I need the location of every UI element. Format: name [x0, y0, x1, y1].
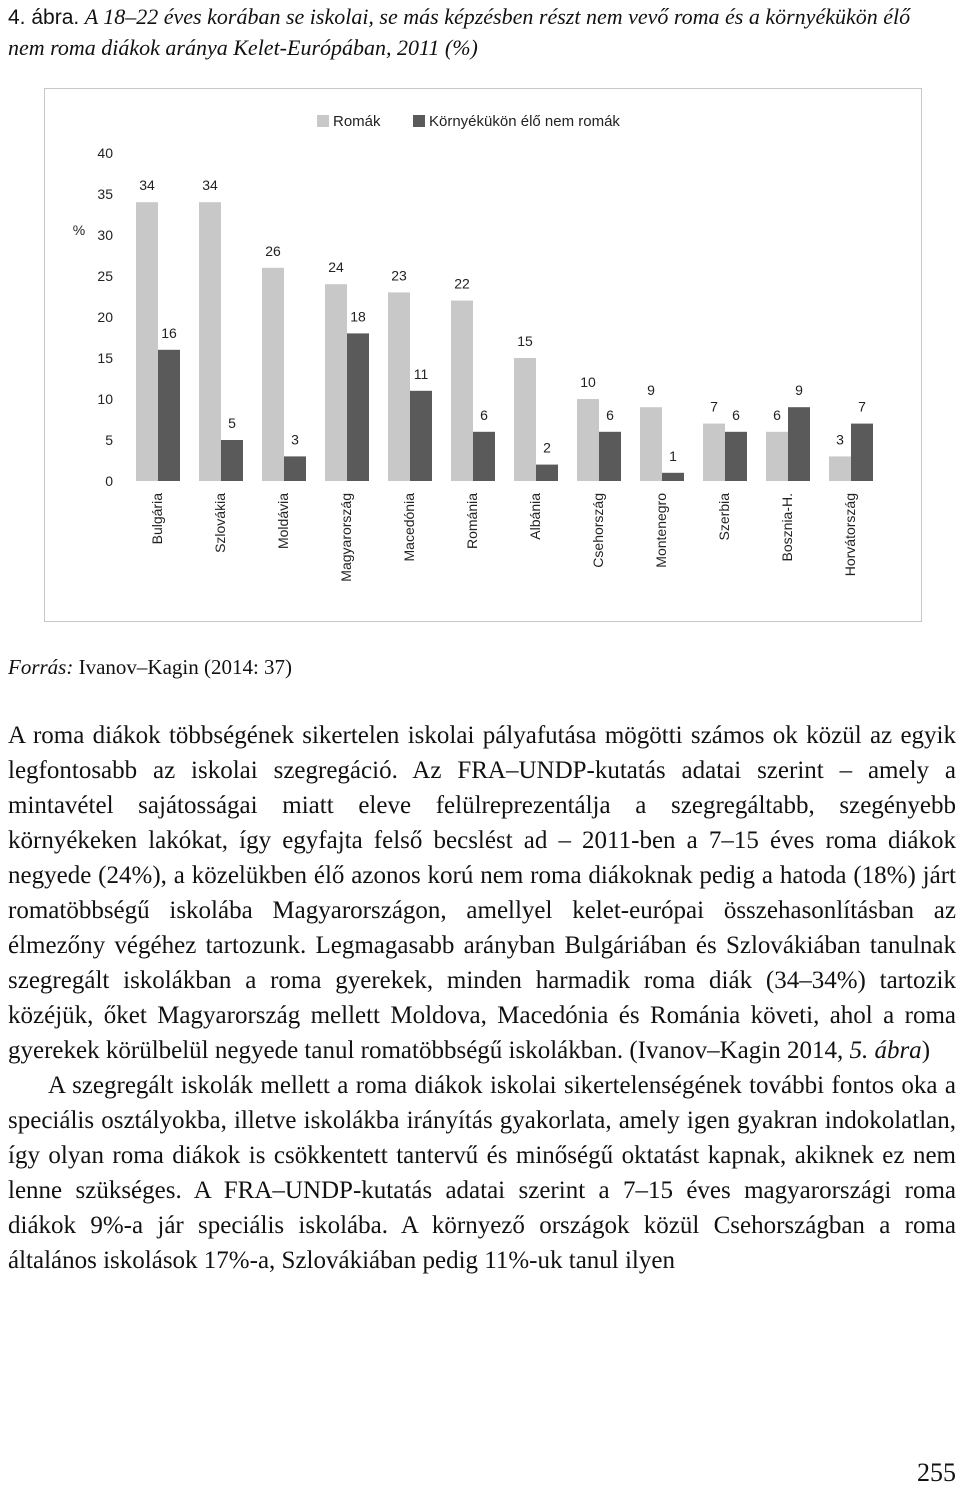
source-label: Forrás:	[8, 655, 74, 679]
data-label: 2	[543, 439, 551, 456]
y-tick-label: 25	[97, 268, 113, 284]
bar-non-roma	[599, 432, 621, 481]
data-label: 22	[454, 275, 470, 292]
paragraph-1	[8, 718, 956, 1068]
category-label: Szlovákia	[212, 493, 228, 553]
chart-svg	[45, 89, 921, 621]
bar-non-roma	[662, 473, 684, 481]
data-label: 18	[350, 308, 366, 325]
figure-number: 4. ábra.	[8, 6, 80, 29]
data-label: 11	[413, 365, 429, 382]
data-label: 10	[580, 374, 596, 390]
body-text	[8, 718, 956, 1278]
data-label: 23	[391, 267, 407, 284]
bar-non-roma	[536, 465, 558, 481]
category-label: Szerbia	[716, 493, 732, 541]
y-tick-label: 5	[105, 432, 113, 448]
data-label: 9	[647, 382, 655, 399]
legend-swatch	[317, 115, 329, 127]
bar-roma	[136, 202, 158, 481]
bar-roma	[388, 292, 410, 481]
y-tick-label: 20	[97, 309, 113, 325]
bar-non-roma	[851, 424, 873, 481]
data-label: 6	[606, 406, 614, 423]
bar-roma	[325, 284, 347, 481]
bar-roma	[640, 407, 662, 481]
data-label: 24	[328, 259, 344, 276]
bar-chart	[44, 88, 922, 622]
data-label: 6	[480, 406, 488, 423]
data-label: 34	[139, 177, 155, 194]
source-text: Ivanov–Kagin (2014: 37)	[73, 655, 293, 679]
data-label: 7	[710, 398, 718, 415]
data-label: 6	[732, 406, 740, 423]
data-label: 16	[161, 324, 177, 341]
bar-non-roma	[788, 407, 810, 481]
figure-caption	[8, 2, 948, 63]
paragraph-2: A szegregált iskolák mellett a roma diákok iskolai sikertelenségének további fontos oka a speciális osztályokba, illetve iskolákba irányítás gyakorlata, amely igen gyakran indokolatlan, így olyan roma diákok is csökkentett tantervű és minőségű oktatást kapnak, akiknek ez nem lenne szükséges. A FRA–UNDP-kutatás adatai szerint a 7–15 éves magyarországi roma diákok 9%-a jár speciális iskolába. A környező országok közül Csehországban a roma általános iskolások 17%-a, Szlovákiában pedig 11%-uk tanul ilyen	[8, 1072, 956, 1274]
y-tick-label: 40	[97, 145, 113, 161]
source-line	[8, 655, 292, 680]
bar-roma	[766, 432, 788, 481]
page-number: 255	[917, 1458, 956, 1487]
legend-swatch	[413, 115, 425, 127]
legend-label: Környékükön élő nem romák	[429, 113, 620, 130]
data-label: 7	[858, 398, 866, 415]
paragraph-1-text: A roma diákok többségének sikertelen iskolai pályafutása mögötti számos ok közül az egyik legfontosabb az iskolai szegregáció. Az FRA–UNDP-kutatás adatai szerint – amely a mintavétel sajátosságai miatt eleve felülreprezentálja a szegregáltabb, szegényebb környékeken lakókat, így egyfajta felső becslést ad – 2011-ben a 7–15 éves roma diákok negyede (24%), a közelükben élő azonos korú nem roma diákoknak pedig a hatoda (18%) járt romatöbbségű iskolába Magyarországon, amellyel kelet-európai összehasonlításban az élmezőny végéhez tartozunk. Legmagasabb arányban Bulgáriában és Szlovákiában tanulnak szegregált iskolákban a roma gyerekek, minden harmadik roma diák (34–34%) tartozik közéjük, őket Magyarország mellett Moldova, Macedónia és Románia követi, ahol a roma gyerekek körülbelül negyede tanul romatöbbségű iskolákban. (Ivanov–Kagin 2014,	[8, 722, 956, 1064]
data-label: 3	[291, 431, 299, 448]
y-axis-label: %	[72, 222, 86, 238]
category-label: Románia	[464, 493, 480, 550]
bar-non-roma	[284, 456, 306, 481]
data-label: 26	[265, 242, 281, 259]
category-label: Moldávia	[275, 493, 291, 550]
category-label: Magyarország	[338, 493, 354, 582]
y-tick-label: 0	[105, 473, 113, 489]
y-tick-label: 10	[97, 391, 113, 407]
category-label: Horvátország	[842, 493, 858, 577]
bar-non-roma	[410, 391, 432, 481]
bar-roma	[514, 358, 536, 481]
data-label: 5	[228, 415, 236, 431]
bar-non-roma	[725, 432, 747, 481]
data-label: 34	[202, 177, 218, 194]
figure-reference: 5. ábra	[849, 1037, 922, 1064]
paragraph-1-end: )	[921, 1037, 931, 1064]
data-label: 15	[517, 333, 533, 349]
bar-non-roma	[158, 350, 180, 481]
bar-roma	[199, 202, 221, 481]
data-label: 6	[773, 406, 781, 423]
category-label: Montenegro	[653, 493, 669, 568]
bar-roma	[829, 456, 851, 481]
data-label: 9	[795, 382, 803, 399]
figure-title: A 18–22 éves korában se iskolai, se más képzésben részt nem vevő roma és a környékükön élő nem roma diákok aránya Kelet-Európában, 2011 (%)	[8, 4, 911, 60]
y-tick-label: 15	[97, 350, 113, 366]
data-label: 3	[836, 431, 844, 448]
data-label: 1	[669, 447, 677, 464]
bar-roma	[451, 301, 473, 481]
category-label: Bulgária	[149, 493, 165, 545]
bar-roma	[703, 424, 725, 481]
y-tick-label: 35	[97, 186, 113, 202]
bar-non-roma	[221, 440, 243, 481]
category-label: Csehország	[590, 493, 606, 568]
category-label: Macedónia	[401, 493, 417, 562]
y-tick-label: 30	[97, 227, 113, 243]
bar-non-roma	[473, 432, 495, 481]
bar-roma	[262, 268, 284, 481]
bar-roma	[577, 399, 599, 481]
category-label: Albánia	[527, 493, 543, 540]
legend-label: Romák	[333, 113, 381, 130]
bar-non-roma	[347, 333, 369, 481]
category-label: Bosznia-H.	[779, 493, 795, 562]
